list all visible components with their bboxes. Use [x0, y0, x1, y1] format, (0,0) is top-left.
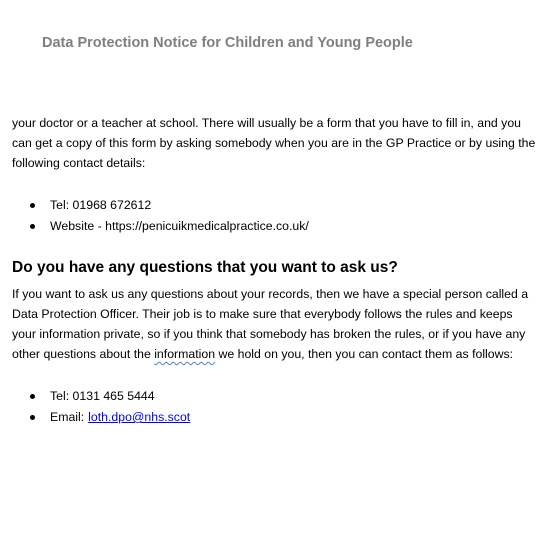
paragraph-line: Data Protection Officer. Their job is to make sure that everybody follows the rules and keeps: [12, 307, 513, 321]
bullet-icon: [30, 394, 35, 399]
paragraph-line: [12, 344, 527, 364]
paragraph-line: If you want to ask us any questions about your records, then we have a special person called a: [12, 287, 529, 301]
paragraph-line: your information private, so if you think that somebody has broken the rules, or if you have any: [12, 327, 526, 341]
paragraph-dpo: [12, 284, 527, 364]
bullet-icon: [30, 224, 35, 229]
bullet-icon: [30, 203, 35, 208]
section-heading-questions: Do you have any questions that you want to ask us?: [12, 259, 398, 276]
dpo-email-link[interactable]: loth.dpo@nhs.scot: [88, 410, 191, 424]
list-item-dpo-tel: [30, 386, 190, 407]
practice-website-text: Website - https://penicuikmedicalpractice.co.uk/: [50, 219, 309, 233]
dpo-email-label: Email:: [50, 410, 85, 424]
list-item-practice-tel: [30, 195, 309, 216]
line-text: we hold on you, then you can contact them as follows:: [215, 347, 514, 361]
paragraph-line: your doctor or a teacher at school. There will usually be a form that you have to fill in, and you: [12, 116, 521, 130]
dpo-tel-text: Tel: 0131 465 5444: [50, 389, 155, 403]
line-text: other questions about the: [12, 347, 155, 361]
list-item-practice-website: [30, 216, 309, 237]
spellcheck-flagged-word[interactable]: information: [154, 347, 216, 361]
dpo-contact-list: [30, 386, 190, 428]
document-header-title: Data Protection Notice for Children and Young People: [42, 35, 413, 51]
practice-tel-text: Tel: 01968 672612: [50, 198, 152, 212]
practice-contact-list: [30, 195, 309, 237]
bullet-icon: [30, 415, 35, 420]
paragraph-line: can get a copy of this form by asking somebody when you are in the GP Practice or by using the: [12, 136, 536, 150]
list-item-dpo-email: [30, 407, 190, 428]
paragraph-forms: [12, 113, 536, 173]
paragraph-line: following contact details:: [12, 156, 146, 170]
